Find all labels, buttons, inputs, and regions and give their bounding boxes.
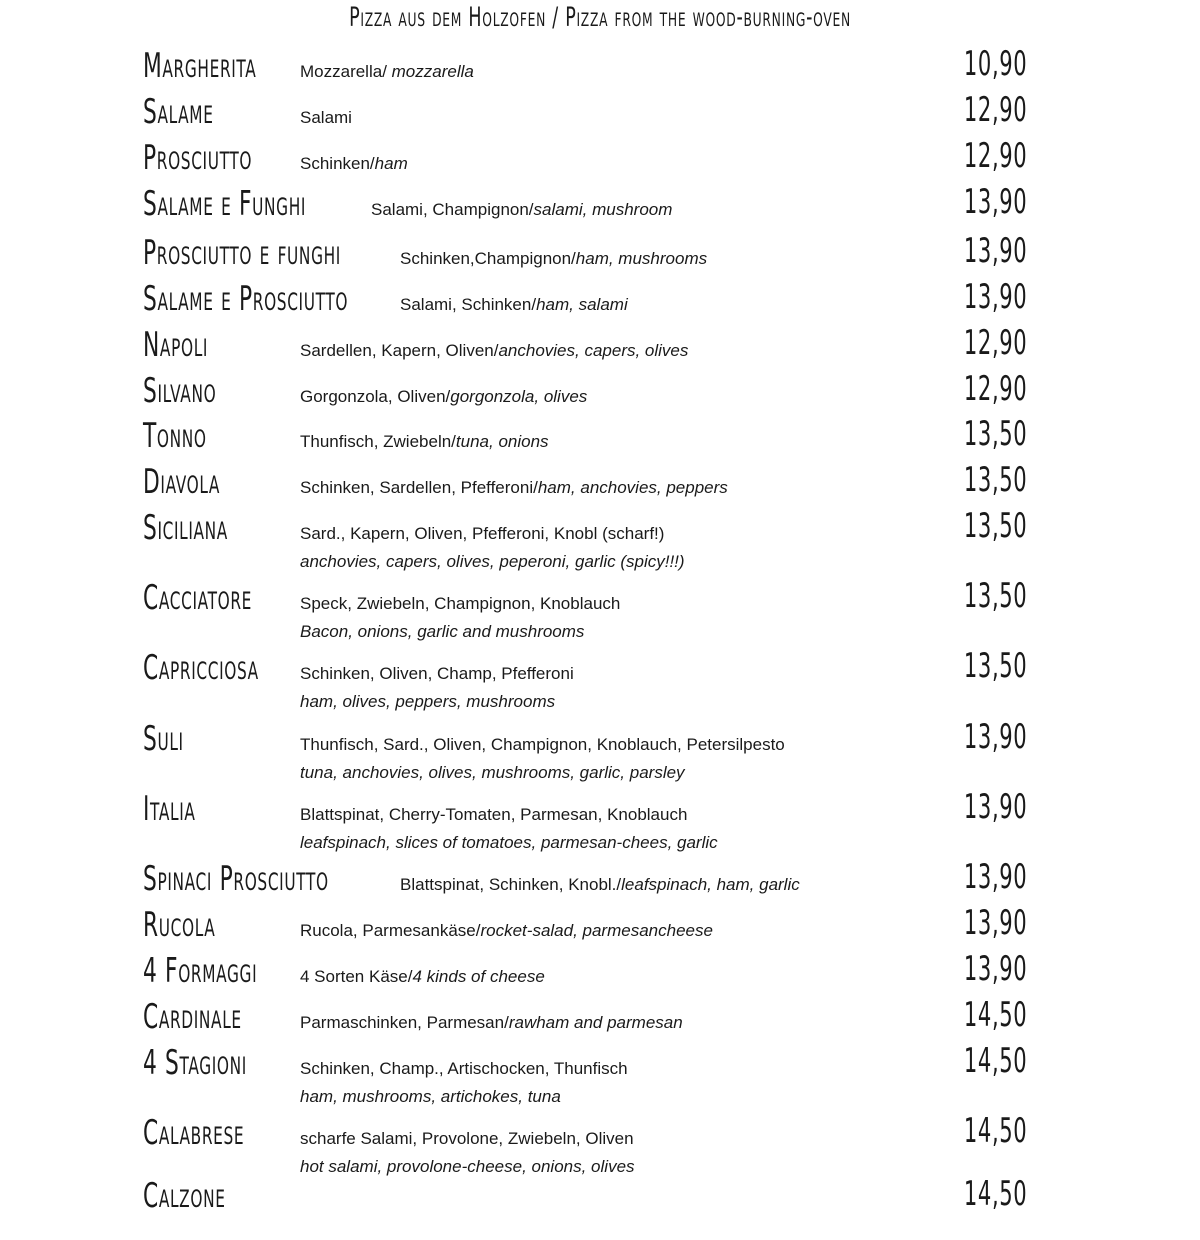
item-name: Salame e Prosciutto (143, 279, 349, 319)
item-price: 14,50 (963, 995, 1027, 1035)
item-description (300, 474, 728, 502)
menu-item (0, 717, 1200, 783)
item-desc-de: Sard., Kapern, Oliven, Pfefferoni, Knobl (scharf!) (300, 524, 665, 543)
item-desc-de: Salami (300, 108, 352, 127)
item-desc-en: gorgonzola, olives (450, 387, 588, 406)
item-desc-de: 4 Sorten Käse/ (300, 967, 413, 986)
item-name: 4 Stagioni (143, 1043, 247, 1083)
item-name: Cardinale (143, 997, 242, 1037)
item-name: Siciliana (143, 508, 228, 548)
item-desc-de: Mozzarella/ (300, 62, 392, 81)
item-desc-de: Salami, Schinken/ (400, 295, 537, 314)
item-desc-de: Thunfisch, Sard., Oliven, Champignon, Knoblauch, Petersilpesto (300, 735, 785, 754)
item-desc-de: Blattspinat, Cherry-Tomaten, Parmesan, Knoblauch (300, 805, 688, 824)
item-name: Calabrese (143, 1113, 245, 1153)
item-name: Prosciutto (143, 138, 253, 178)
item-desc-de: Rucola, Parmesankäse/ (300, 921, 481, 940)
item-desc-de: Schinken, Champ., Artischocken, Thunfisch (300, 1059, 628, 1078)
item-description (300, 1055, 628, 1083)
item-name: Napoli (143, 325, 209, 365)
item-desc-de: Gorgonzola, Oliven/ (300, 387, 451, 406)
item-name: Margherita (143, 46, 257, 86)
item-name: Spinaci Prosciutto (143, 859, 329, 899)
item-name: Salame e Funghi (143, 184, 307, 224)
item-description-en: Bacon, onions, garlic and mushrooms (300, 622, 585, 641)
item-desc-en: rocket-salad, parmesancheese (480, 921, 713, 940)
item-desc-en: ham (374, 154, 408, 173)
item-description (300, 1009, 683, 1037)
item-description (400, 871, 800, 899)
item-desc-de: Schinken/ (300, 154, 375, 173)
item-description (300, 1125, 634, 1153)
item-price: 10,90 (963, 44, 1027, 84)
item-desc-en: ham, anchovies, peppers (537, 478, 728, 497)
item-price: 14,50 (963, 1041, 1027, 1081)
item-description (300, 428, 549, 456)
item-name: Tonno (143, 416, 207, 456)
item-description (300, 383, 587, 411)
item-price: 13,90 (963, 949, 1027, 989)
item-desc-de: Sardellen, Kapern, Oliven/ (300, 341, 499, 360)
item-description (300, 963, 545, 991)
item-desc-en: rawham and parmesan (508, 1013, 683, 1032)
item-price: 13,50 (963, 506, 1027, 546)
item-price: 13,90 (963, 857, 1027, 897)
item-description-en: ham, mushrooms, artichokes, tuna (300, 1087, 561, 1106)
item-description (300, 337, 688, 365)
item-desc-de: Speck, Zwiebeln, Champignon, Knoblauch (300, 594, 621, 613)
item-desc-de: scharfe Salami, Provolone, Zwiebeln, Oliven (300, 1129, 634, 1148)
menu-item (0, 576, 1200, 642)
item-description-en: tuna, anchovies, olives, mushrooms, garlic, parsley (300, 763, 685, 782)
item-price: 13,90 (963, 717, 1027, 757)
item-description (300, 731, 785, 759)
item-description (300, 801, 687, 829)
item-name: Suli (143, 719, 184, 759)
item-price: 13,50 (963, 576, 1027, 616)
item-desc-de: Thunfisch, Zwiebeln/ (300, 432, 456, 451)
item-desc-de: Parmaschinken, Parmesan/ (300, 1013, 509, 1032)
item-desc-en: salami, mushroom (533, 200, 673, 219)
menu-item (0, 787, 1200, 853)
item-description (300, 150, 408, 178)
item-description-en: leafspinach, slices of tomatoes, parmesan-chees, garlic (300, 833, 718, 852)
item-price: 13,50 (963, 646, 1027, 686)
item-description (300, 590, 620, 618)
item-description (400, 291, 628, 319)
item-desc-de: Schinken, Sardellen, Pfefferoni/ (300, 478, 538, 497)
item-name: 4 Formaggi (143, 951, 258, 991)
item-price: 12,90 (963, 369, 1027, 409)
item-name: Rucola (143, 905, 216, 945)
item-name: Diavola (143, 462, 221, 502)
item-description (371, 196, 672, 224)
item-description (400, 245, 707, 273)
item-price: 12,90 (963, 90, 1027, 130)
item-price: 13,90 (963, 277, 1027, 317)
item-desc-en: ham, mushrooms (575, 249, 708, 268)
item-description (300, 917, 713, 945)
item-price: 12,90 (963, 136, 1027, 176)
item-desc-de: Blattspinat, Schinken, Knobl./ (400, 875, 622, 894)
item-description-en: hot salami, provolone-cheese, onions, olives (300, 1157, 635, 1176)
page-title: Pizza aus dem Holzofen / Pizza from the wood-burning-oven (349, 2, 851, 33)
menu-item (0, 646, 1200, 712)
item-price: 13,90 (963, 182, 1027, 222)
item-description-en: anchovies, capers, olives, peperoni, garlic (spicy!!!) (300, 552, 685, 571)
item-desc-de: Schinken,Champignon/ (400, 249, 576, 268)
item-price: 13,90 (963, 903, 1027, 943)
item-desc-en: mozzarella (391, 62, 474, 81)
item-name: Calzone (143, 1176, 226, 1216)
item-price: 13,90 (963, 787, 1027, 827)
item-price: 13,50 (963, 460, 1027, 500)
menu-item (0, 1174, 1200, 1240)
item-desc-de: Schinken, Oliven, Champ, Pfefferoni (300, 664, 574, 683)
menu-item (0, 506, 1200, 572)
item-desc-en: ham, salami (536, 295, 628, 314)
item-desc-en: leafspinach, ham, garlic (621, 875, 800, 894)
item-price: 13,50 (963, 414, 1027, 454)
item-name: Cacciatore (143, 578, 252, 618)
item-price: 14,50 (963, 1174, 1027, 1214)
item-name: Silvano (143, 371, 217, 411)
item-price: 13,90 (963, 231, 1027, 271)
item-name: Capricciosa (143, 648, 259, 688)
menu-item (0, 1041, 1200, 1107)
item-desc-en: tuna, onions (455, 432, 549, 451)
item-price: 14,50 (963, 1111, 1027, 1151)
item-name: Prosciutto e funghi (143, 233, 341, 273)
item-name: Salame (143, 92, 214, 132)
item-description (300, 104, 352, 132)
item-desc-de: Salami, Champignon/ (371, 200, 534, 219)
menu-item (0, 1111, 1200, 1177)
item-description (300, 58, 474, 86)
item-name: Italia (143, 789, 196, 829)
item-description-en: ham, olives, peppers, mushrooms (300, 692, 556, 711)
item-description (300, 520, 664, 548)
item-desc-en: anchovies, capers, olives (498, 341, 689, 360)
item-description (300, 660, 574, 688)
item-price: 12,90 (963, 323, 1027, 363)
item-desc-en: 4 kinds of cheese (412, 967, 545, 986)
